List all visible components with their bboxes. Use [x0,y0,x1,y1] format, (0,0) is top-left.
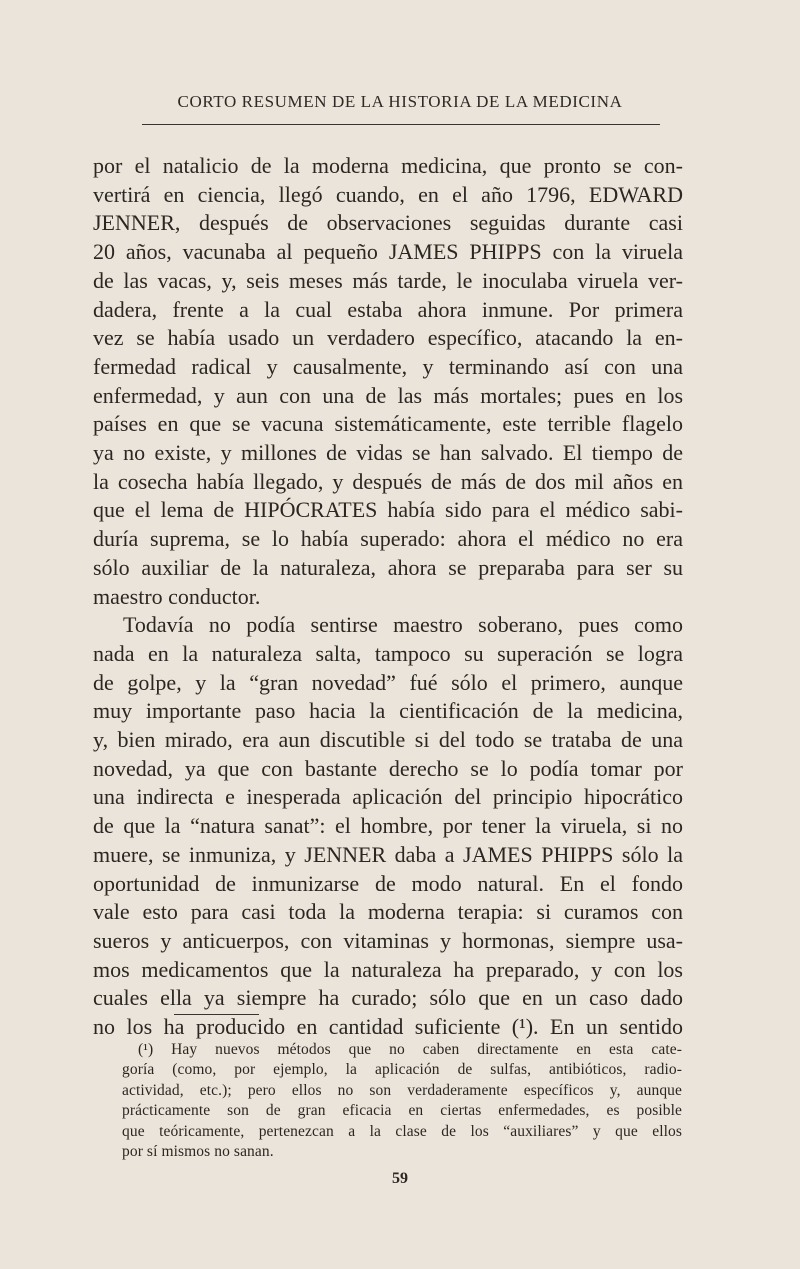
running-header: CORTO RESUMEN DE LA HISTORIA DE LA MEDICINA [177,92,623,111]
text-line: vale esto para casi toda la moderna terapia: si curamos con [93,899,683,925]
text-line: muy importante paso hacia la cientificación de la medicina, [93,698,683,724]
footnote-line: por sí mismos no sanan. [122,1143,274,1161]
footnote-line: goría (como, por ejemplo, la aplicación de sulfas, antibióticos, radio- [122,1061,682,1079]
text-line: maestro conductor. [93,583,261,609]
text-line: duría suprema, se lo había superado: ahora el médico no era [93,526,683,552]
text-line: 20 años, vacunaba al pequeño JAMES PHIPPS con la viruela [93,239,683,265]
text-line: sólo auxiliar de la naturaleza, ahora se preparaba para ser su [93,554,683,580]
text-line: de golpe, y la “gran novedad” fué sólo el primero, aunque [93,669,683,695]
text-line: cuales ella ya siempre ha curado; sólo que en un caso dado [93,985,683,1011]
footnote-rule [174,1014,259,1015]
footnote [122,1040,682,1162]
text-line: países en que se vacuna sistemáticamente, este terrible flagelo [93,411,683,437]
text-line: una indirecta e inesperada aplicación del principio hipocrático [93,784,683,810]
text-line: por el natalicio de la moderna medicina, que pronto se con- [93,153,683,178]
text-line: y, bien mirado, era aun discutible si del todo se trataba de una [93,727,683,753]
text-line: de las vacas, y, seis meses más tarde, le inoculaba viruela ver- [93,267,683,293]
text-line: de que la “natura sanat”: el hombre, por tener la viruela, si no [93,813,683,839]
page-number: 59 [392,1170,408,1187]
text-line: Todavía no podía sentirse maestro soberano, pues como [123,612,683,638]
footnote-line: prácticamente son de gran eficacia en ciertas enfermedades, es posible [122,1102,682,1120]
text-line: novedad, ya que con bastante derecho se lo podía tomar por [93,755,683,781]
text-line: nada en la naturaleza salta, tampoco su superación se logra [93,640,683,666]
text-line: vez se había usado un verdadero específico, atacando la en- [93,325,683,351]
text-line: JENNER, después de observaciones seguidas durante casi [93,210,683,236]
main-text [93,152,683,1042]
text-line: que el lema de HIPÓCRATES había sido para el médico sabi- [93,497,683,523]
text-line: enfermedad, y aun con una de las más mortales; pues en los [93,382,683,408]
header-rule [142,124,660,125]
text-line: dadera, frente a la cual estaba ahora inmune. Por primera [93,296,683,322]
text-line: ya no existe, y millones de vidas se han salvado. El tiempo de [93,440,683,466]
text-line: la cosecha había llegado, y después de más de dos mil años en [93,468,683,494]
footnote-line: actividad, etc.); pero ellos no son verdaderamente específicos y, aunque [122,1081,682,1099]
text-line: vertirá en ciencia, llegó cuando, en el año 1796, EDWARD [93,181,683,207]
text-line: sueros y anticuerpos, con vitaminas y hormonas, siempre usa- [93,927,683,953]
footnote-line: (¹) Hay nuevos métodos que no caben directamente en esta cate- [138,1041,682,1058]
text-line: mos medicamentos que la naturaleza ha preparado, y con los [93,956,683,982]
text-line: oportunidad de inmunizarse de modo natural. En el fondo [93,870,683,896]
text-line: muere, se inmuniza, y JENNER daba a JAMES PHIPPS sólo la [93,841,683,867]
text-line: no los ha producido en cantidad suficiente (¹). En un sentido [93,1014,683,1040]
text-line: fermedad radical y causalmente, y terminando así con una [93,353,683,379]
footnote-line: que teóricamente, pertenezcan a la clase de los “auxiliares” y que ellos [122,1122,682,1140]
